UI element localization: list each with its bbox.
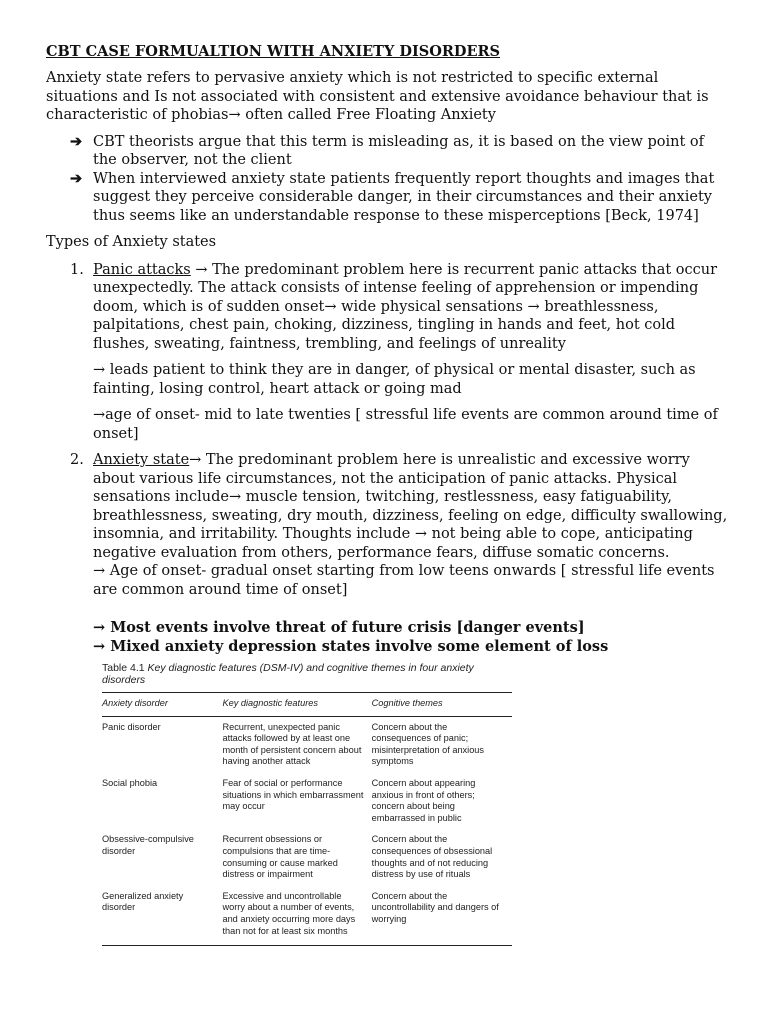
bold-note: → Most events involve threat of future crisis [danger events] bbox=[93, 619, 585, 636]
item-number: 2. bbox=[70, 452, 84, 468]
column-header: Cognitive themes bbox=[372, 693, 512, 717]
table-cell: Social phobia bbox=[102, 777, 158, 788]
item-onset: → Age of onset- gradual onset starting from low teens onwards [ stressful life events are common around time of onset] bbox=[93, 563, 715, 598]
intro-paragraph: Anxiety state refers to pervasive anxiety which is not restricted to specific external situations and Is not associated with consistent and extensive avoidance behaviour that is characteristic of phobias→ often called Free Floating Anxiety bbox=[46, 70, 709, 123]
column-header: Key diagnostic features bbox=[222, 693, 371, 717]
bullet-text: When interviewed anxiety state patients frequently report thoughts and images that suggest they perceive considerable danger, in their circumstances and their anxiety thus seems like an understandable response to these misperceptions [Beck, 1974] bbox=[93, 170, 715, 224]
item-note: → leads patient to think they are in danger, of physical or mental disaster, such as fainting, losing control, heart attack or going mad bbox=[93, 362, 696, 397]
numbered-item-anxiety-state bbox=[46, 451, 728, 599]
table-cell: Generalized anxiety disorder bbox=[102, 886, 222, 946]
item-note: →age of onset- mid to late twenties [ stressful life events are common around time of onset] bbox=[93, 407, 718, 442]
table-cell: Fear of social or performance situations in which embarrassment may occur bbox=[222, 777, 364, 812]
table-caption-label: Table 4.1 bbox=[102, 662, 145, 674]
table-cell: Panic disorder bbox=[102, 721, 161, 732]
arrow-icon: ➔ bbox=[70, 132, 83, 150]
numbered-item-panic-attacks bbox=[46, 261, 728, 444]
table-cell: Excessive and uncontrollable worry about a number of events, and anxiety occurring more days than not for at least six months bbox=[222, 886, 371, 946]
list-item bbox=[70, 170, 728, 226]
document-title: CBT CASE FORMUALTION WITH ANXIETY DISORDERS bbox=[46, 43, 501, 60]
item-term: Panic attacks bbox=[93, 261, 191, 278]
table-cell: Recurrent obsessions or compulsions that are time-consuming or cause marked distress or impairment bbox=[222, 834, 338, 880]
table-row bbox=[102, 829, 512, 885]
arrow-bullet-list bbox=[46, 133, 728, 226]
arrow-icon: ➔ bbox=[70, 169, 83, 187]
item-description: → The predominant problem here is unrealistic and excessive worry about various life circumstances, not the anticipation of panic attacks. Physical sensations include→ muscle tension, twitching, restlessness, easy fatiguability, breathlessness, sweating, dry mouth, dizziness, feeling on edge, difficulty swallowing, insomnia, and irritability. Thoughts include → not being able to cope, anticipating negative evaluation from others, performance fears, diffuse somatic concerns. bbox=[93, 452, 728, 561]
list-item bbox=[70, 133, 728, 170]
table-row bbox=[102, 773, 512, 829]
bold-note: → Mixed anxiety depression states involve some element of loss bbox=[93, 637, 609, 655]
item-number: 1. bbox=[70, 261, 84, 278]
table-cell: Recurrent, unexpected panic attacks followed by at least one month of persistent concern about having another attack bbox=[222, 721, 362, 767]
table-cell: Concern about the consequences of obsessional thoughts and of not reducing distress by use of rituals bbox=[371, 834, 493, 880]
item-description: → The predominant problem here is recurrent panic attacks that occur unexpectedly. The attack consists of intense feeling of apprehension or impending doom, which is of sudden onset→ wide physical sensations → breathlessness, palpitations, chest pain, choking, dizziness, tingling in hands and feet, hot cold flushes, sweating, faintness, trembling, and feelings of unreality bbox=[93, 261, 718, 352]
table-figure bbox=[102, 662, 512, 946]
section-heading: Types of Anxiety states bbox=[46, 234, 217, 250]
bullet-text: CBT theorists argue that this term is misleading as, it is based on the view point of the observer, not the client bbox=[93, 133, 704, 168]
table-cell: Obsessive-compulsive disorder bbox=[102, 834, 194, 856]
table-caption-text: Key diagnostic features (DSM-IV) and cognitive themes in four anxiety disorders bbox=[102, 662, 474, 686]
table-header-row bbox=[102, 693, 512, 717]
table-caption bbox=[102, 662, 512, 686]
bold-notes bbox=[93, 619, 728, 656]
table-cell: Concern about the uncontrollability and dangers of worrying bbox=[372, 886, 512, 946]
table-row bbox=[102, 716, 512, 773]
column-header: Anxiety disorder bbox=[102, 693, 222, 717]
table-cell: Concern about the consequences of panic; misinterpretation of anxious symptoms bbox=[371, 721, 485, 767]
diagnostic-table bbox=[102, 692, 512, 946]
table-row bbox=[102, 886, 512, 946]
item-term: Anxiety state bbox=[93, 452, 190, 468]
table-cell: Concern about appearing anxious in front of others; concern about being embarrassed in public bbox=[371, 777, 476, 823]
